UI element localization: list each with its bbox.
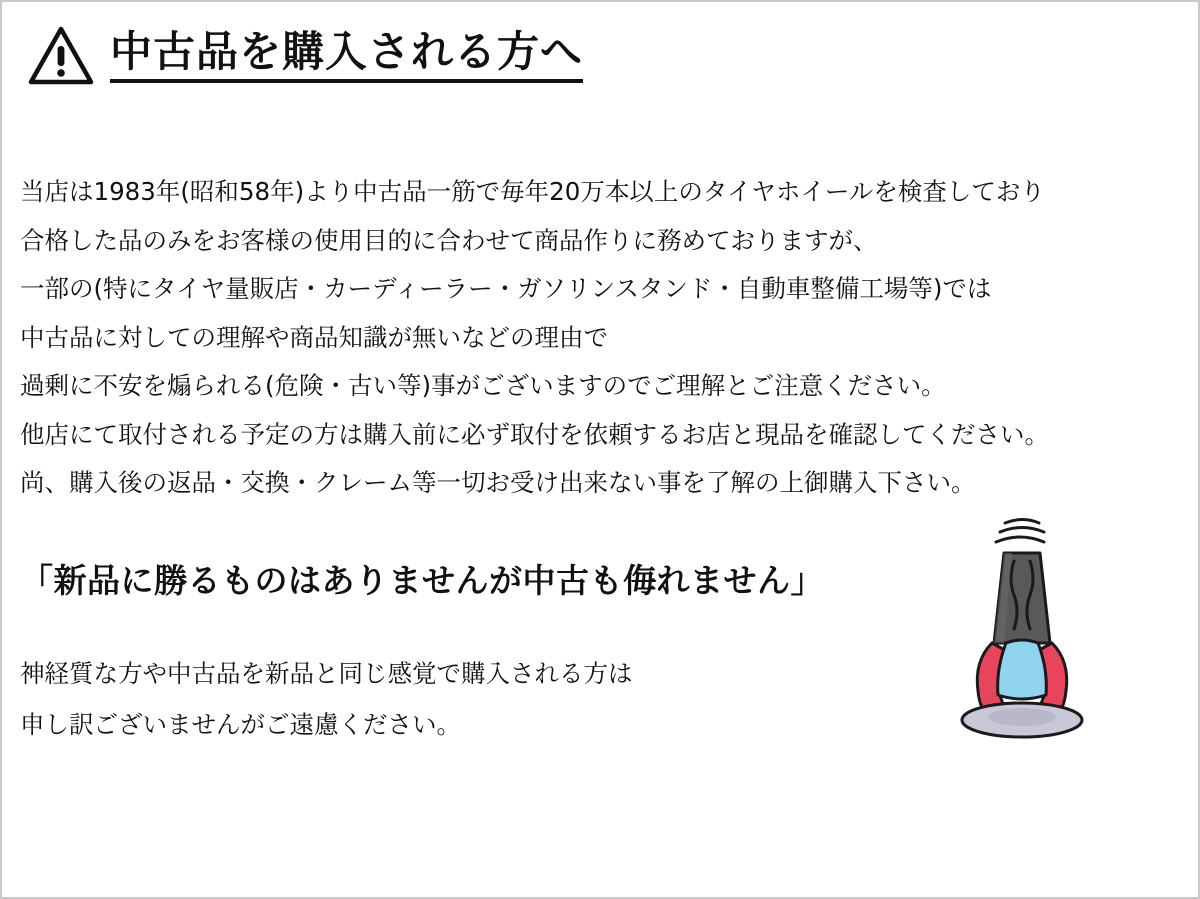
notice-line: 他店にて取付される予定の方は購入前に必ず取付を依頼するお店と現品を確認してください。 [20, 419, 1049, 449]
notice-line: 合格した品のみをお客様の使用目的に合わせて商品作りに務めておりますが、 [20, 225, 878, 255]
notice-line: 中古品に対しての理解や商品知識が無いなどの理由で [20, 322, 608, 352]
closing-line: 神経質な方や中古品を新品と同じ感覚で購入される方は [20, 659, 633, 688]
closing-line: 申し訳ございませんがご遠慮ください。 [20, 709, 461, 739]
warning-triangle-icon [28, 26, 94, 86]
bowing-person-with-tire-head-illustration [932, 517, 1112, 742]
page-title: 中古品を購入される方へ [110, 29, 583, 83]
notice-line: 当店は1983年(昭和58年)より中古品一筋で毎年20万本以上のタイヤホイールを検査しており [20, 177, 1045, 206]
slogan-text: 「新品に勝るものはありませんが中古も侮れません」 [20, 561, 824, 600]
notice-line: 過剰に不安を煽られる(危険・古い等)事がございますのでご理解とご注意ください。 [20, 371, 946, 400]
closing-body [20, 659, 920, 763]
notice-line: 尚、購入後の返品・交換・クレーム等一切お受け出来ない事を了解の上御購入下さい。 [20, 468, 976, 497]
page-header [28, 26, 583, 86]
notice-body [20, 177, 1060, 520]
notice-line: 一部の(特にタイヤ量販店・カーディーラー・ガソリンスタンド・自動車整備工場等)では [20, 274, 992, 303]
